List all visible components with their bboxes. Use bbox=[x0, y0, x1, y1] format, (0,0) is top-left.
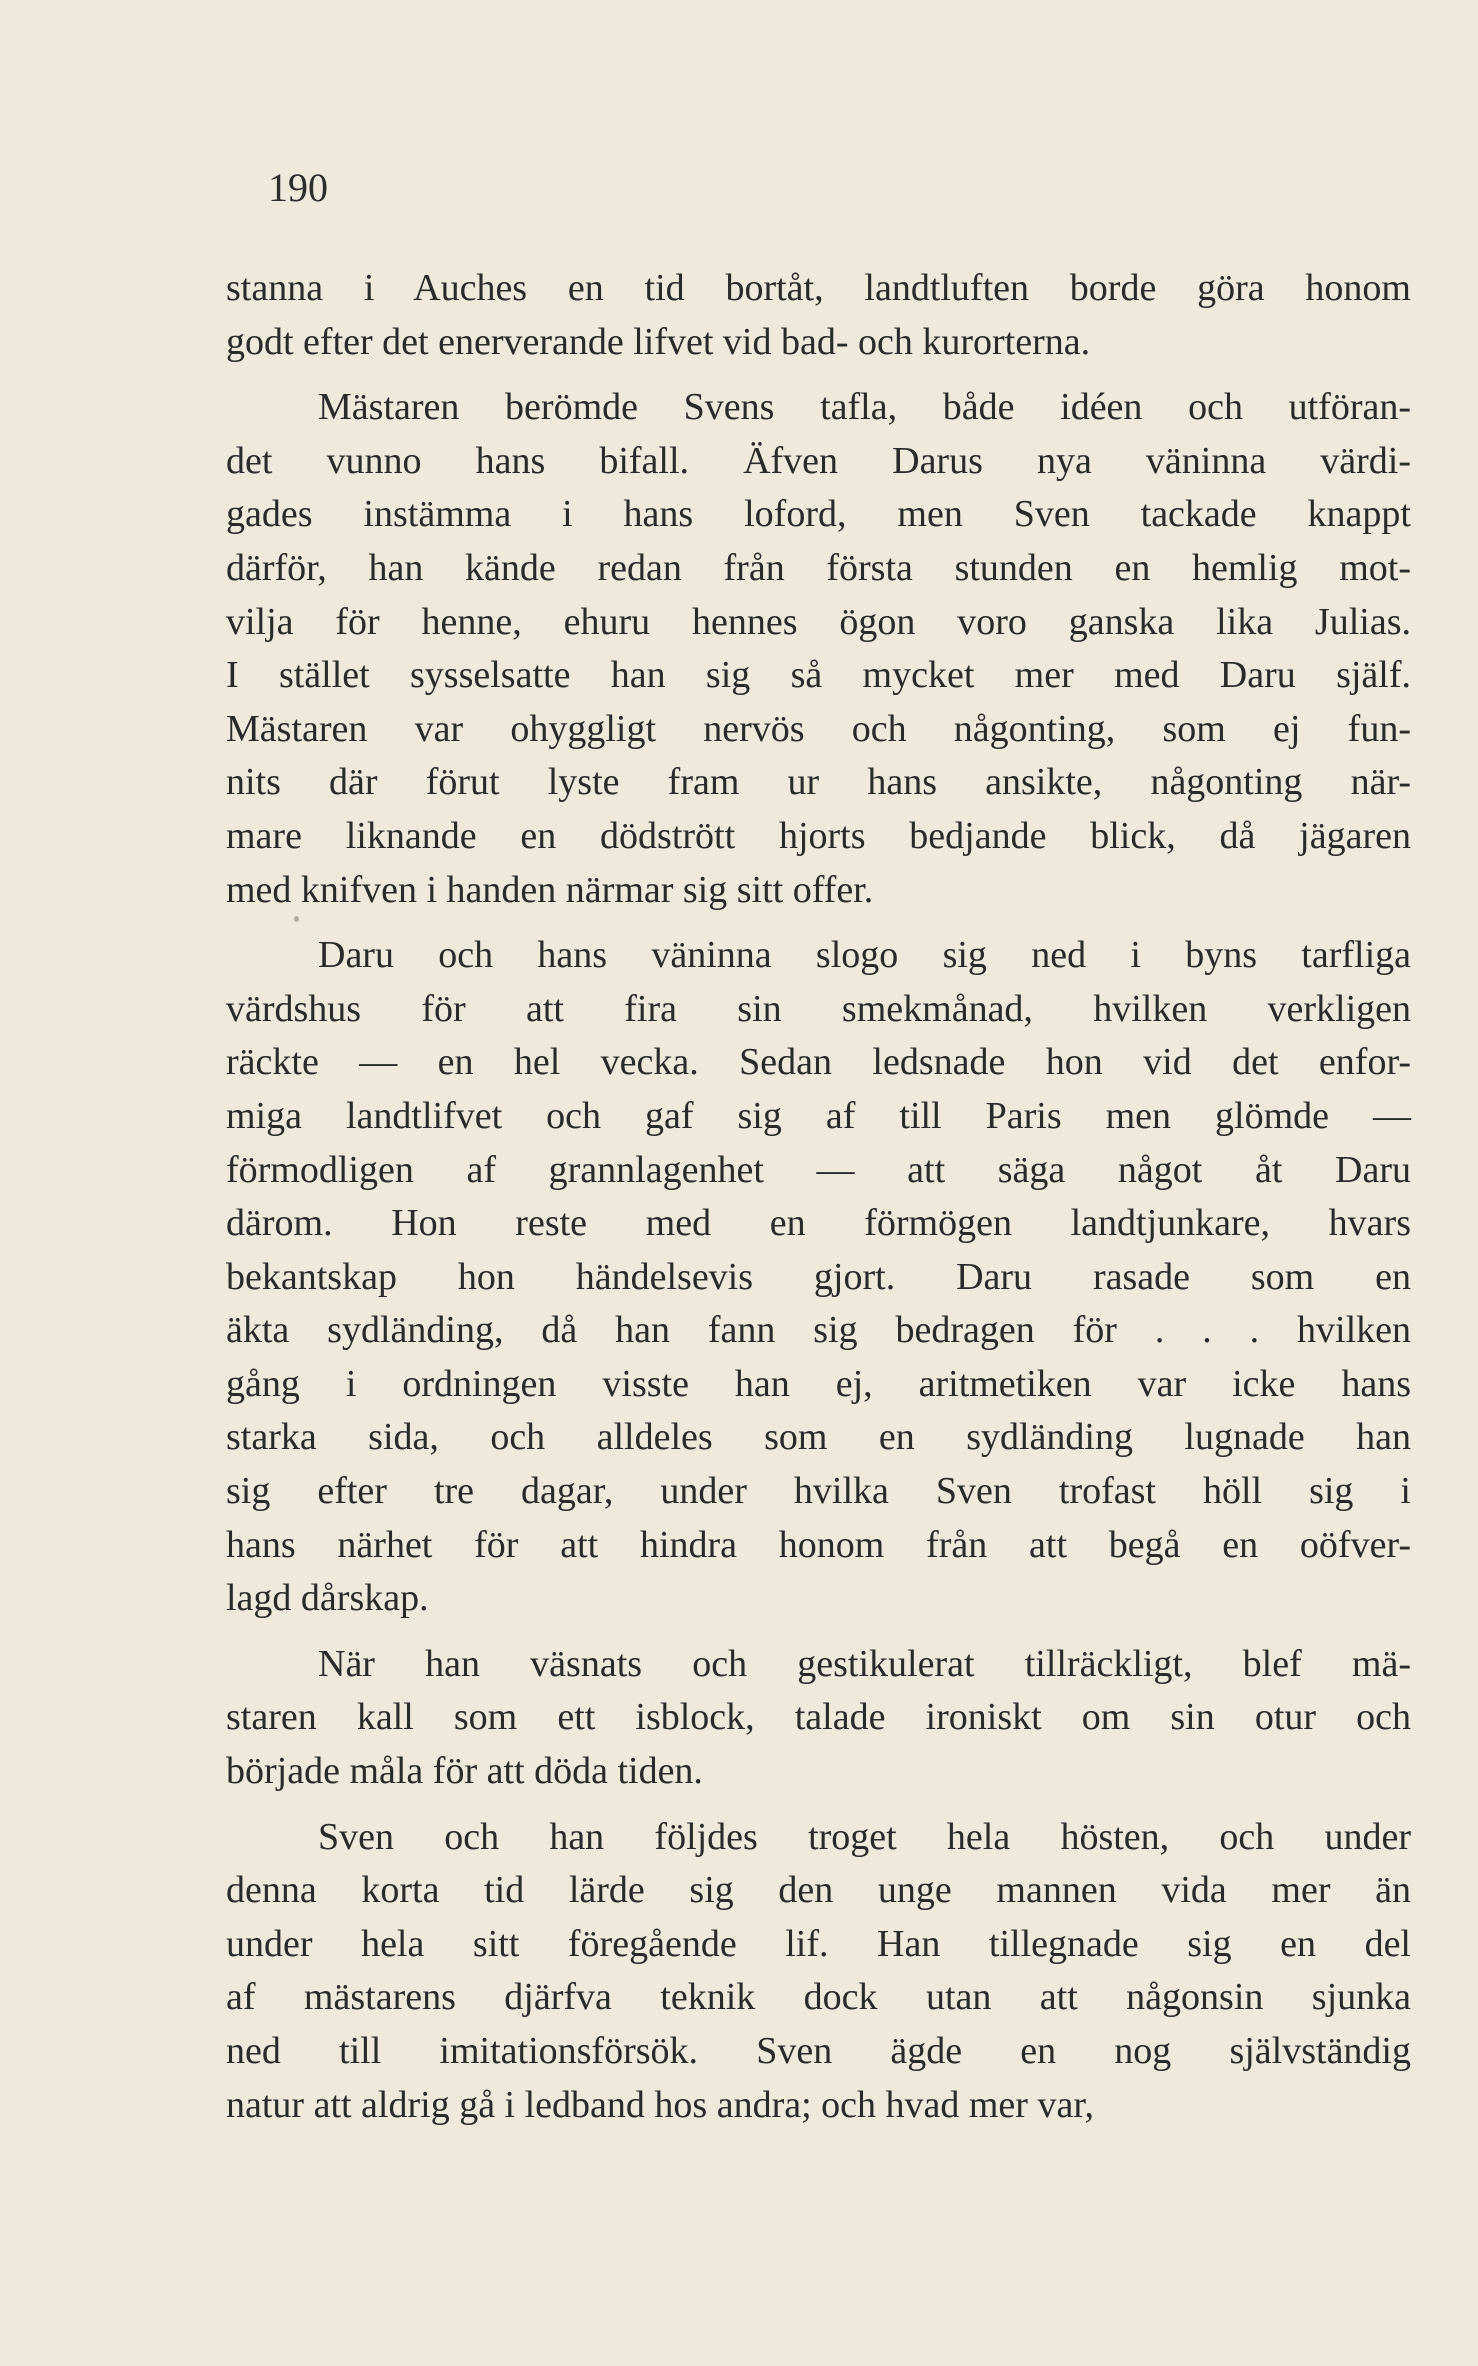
text-line: staren kall som ett isblock, talade ironiskt om sin otur och bbox=[226, 1696, 1411, 1739]
paragraph bbox=[226, 1811, 1411, 2133]
text-line: nits där förut lyste fram ur hans ansikte, någonting när- bbox=[226, 761, 1411, 804]
text-line: sig efter tre dagar, under hvilka Sven trofast höll sig i bbox=[226, 1470, 1411, 1513]
text-line: lagd dårskap. bbox=[226, 1577, 429, 1620]
text-line: började måla för att döda tiden. bbox=[226, 1750, 703, 1793]
text-line: gades instämma i hans loford, men Sven tackade knappt bbox=[226, 493, 1411, 536]
text-line: mare liknande en dödstrött hjorts bedjande blick, då jägaren bbox=[226, 814, 1411, 857]
text-line: Daru och hans väninna slogo sig ned i byns tarfliga bbox=[318, 934, 1411, 977]
text-line: förmodligen af grannlagenhet — att säga något åt Daru bbox=[226, 1148, 1411, 1191]
text-line: hans närhet för att hindra honom från att begå en oöfver- bbox=[226, 1523, 1411, 1566]
text-line: natur att aldrig gå i ledband hos andra; och hvad mer var, bbox=[226, 2083, 1094, 2126]
paragraph bbox=[226, 1638, 1411, 1799]
text-line: ned till imitationsförsök. Sven ägde en nog självständig bbox=[226, 2030, 1411, 2072]
text-line: I stället sysselsatte han sig så mycket mer med Daru själf. bbox=[226, 654, 1411, 697]
paragraph bbox=[226, 929, 1411, 1626]
text-line: därom. Hon reste med en förmögen landtjunkare, hvars bbox=[226, 1202, 1411, 1245]
text-line: starka sida, och alldeles som en sydländing lugnade han bbox=[226, 1416, 1411, 1459]
text-line: bekantskap hon händelsevis gjort. Daru rasade som en bbox=[226, 1255, 1411, 1298]
text-line: af mästarens djärfva teknik dock utan att någonsin sjunka bbox=[226, 1976, 1411, 2019]
text-line: med knifven i handen närmar sig sitt offer. bbox=[226, 868, 874, 911]
text-line: stanna i Auches en tid bortåt, landtluften borde göra honom bbox=[226, 267, 1411, 309]
paragraph bbox=[226, 262, 1411, 369]
text-line: Mästaren var ohyggligt nervös och någonting, som ej fun- bbox=[226, 707, 1411, 750]
text-line: äkta sydländing, då han fann sig bedragen för . . . hvilken bbox=[226, 1309, 1411, 1352]
page-number: 190 bbox=[268, 165, 328, 210]
text-line: därför, han kände redan från första stunden en hemlig mot- bbox=[226, 546, 1411, 589]
paragraph bbox=[226, 381, 1411, 917]
text-line: räckte — en hel vecka. Sedan ledsnade hon vid det enfor- bbox=[226, 1041, 1411, 1084]
text-line: värdshus för att fira sin smekmånad, hvilken verkligen bbox=[226, 987, 1411, 1030]
text-line: vilja för henne, ehuru hennes ögon voro ganska lika Julias. bbox=[226, 600, 1411, 643]
text-line: under hela sitt föregående lif. Han tillegnade sig en del bbox=[226, 1922, 1411, 1965]
body-text bbox=[226, 262, 1411, 2132]
text-line: godt efter det enerverande lifvet vid bad- och kurorterna. bbox=[226, 320, 1091, 363]
text-line: Mästaren berömde Svens tafla, både idéen och utföran- bbox=[318, 386, 1411, 429]
text-line: När han väsnats och gestikulerat tillräckligt, blef mä- bbox=[318, 1642, 1411, 1685]
text-line: gång i ordningen visste han ej, aritmetiken var icke hans bbox=[226, 1362, 1411, 1405]
text-line: Sven och han följdes troget hela hösten, och under bbox=[318, 1815, 1411, 1858]
text-line: denna korta tid lärde sig den unge mannen vida mer än bbox=[226, 1869, 1411, 1912]
text-line: det vunno hans bifall. Äfven Darus nya väninna värdi- bbox=[226, 439, 1411, 482]
text-line: miga landtlifvet och gaf sig af till Paris men glömde — bbox=[226, 1094, 1411, 1137]
